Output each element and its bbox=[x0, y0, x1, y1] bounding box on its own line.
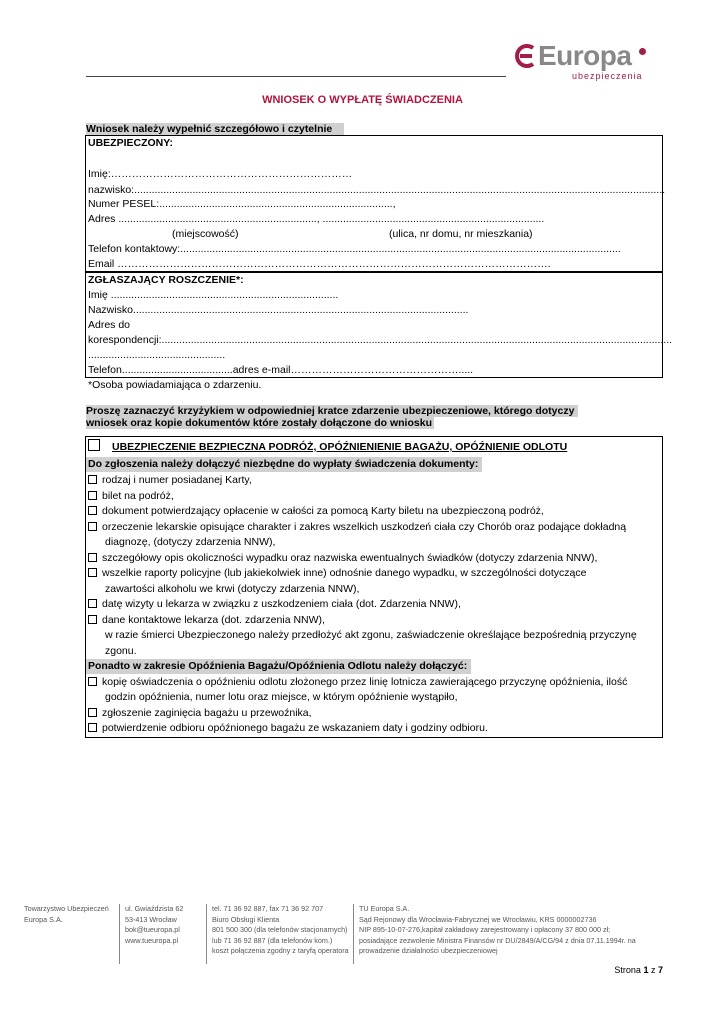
reporter-heading: ZGŁASZAJĄCY ROSZCZENIE*: bbox=[88, 274, 244, 286]
doc-item-label: dane kontaktowe lekarza (dot. zdarzenia NNW), bbox=[102, 614, 325, 626]
select-instruction-line1: Proszę zaznaczyć krzyżykiem w odpowiedniej kratce zdarzenie ubezpieczeniowe, którego dotyczy bbox=[86, 405, 578, 417]
footer-address bbox=[125, 904, 183, 946]
insured-pesel-field[interactable]: Numer PESEL:................................................................................, bbox=[88, 198, 396, 210]
footer-website-link[interactable]: www.tueuropa.pl bbox=[125, 935, 179, 945]
footer-company bbox=[24, 904, 109, 925]
insured-phone-field[interactable]: Telefon kontaktowy:....................................................................................................................................................... bbox=[88, 243, 621, 255]
delay-heading: Ponadto w zakresie Opóźnienia Bagażu/Opóźnienia Odlotu należy dołączyć: bbox=[86, 659, 471, 674]
delay-item-row bbox=[88, 721, 488, 736]
footer-text: NIP 895-10-07-276,kapitał zakładowy zarejestrowany i opłacony 37 800 000 zł; bbox=[359, 925, 611, 934]
footer-text: koszt połączenia zgodny z taryfą operatora bbox=[212, 946, 349, 955]
doc-item-label: orzeczenie lekarskie opisujące charakter i zakres wszelkich uszkodzeń ciała czy Chorób oraz podające dokładną bbox=[102, 521, 627, 533]
footer-legal bbox=[359, 904, 636, 957]
footer-text: Sąd Rejonowy dla Wrocławia-Fabrycznej we Wrocławiu, KRS 0000002736 bbox=[359, 914, 597, 924]
insured-surname-field[interactable]: nazwisko:...................................................................................................................................................................................... bbox=[88, 184, 666, 196]
doc-item-row bbox=[88, 489, 174, 504]
page-of: z bbox=[650, 965, 656, 975]
travel-section-heading-row bbox=[88, 440, 567, 455]
doc-checkbox[interactable] bbox=[88, 553, 97, 562]
page-label: Strona bbox=[614, 965, 641, 975]
docs-heading: Do zgłoszenia należy dołączyć niezbędne do wypłaty świadczenia dokumenty: bbox=[86, 457, 482, 472]
doc-item-row bbox=[88, 520, 626, 535]
death-note: w razie śmierci Ubezpieczonego należy przedłożyć akt zgonu, zaświadczenie określające bezpośrednią przyczynę bbox=[105, 629, 637, 641]
delay-item-label: zgłoszenie zaginięcia bagażu u przewoźnika, bbox=[102, 707, 312, 719]
doc-checkbox[interactable] bbox=[88, 475, 97, 484]
address-hint-street: (ulica, nr domu, nr mieszkania) bbox=[389, 228, 533, 240]
doc-checkbox[interactable] bbox=[88, 568, 97, 577]
doc-item-label: dokument potwierdzający opłacenie w całości za pomocą Karty biletu na ubezpieczoną podróż, bbox=[102, 505, 544, 517]
insured-address-field[interactable]: Adres ...................................................................., ............................................................................ bbox=[88, 213, 545, 225]
footer-divider bbox=[353, 904, 354, 964]
doc-item-label: wszelkie raporty policyjne (lub jakiekolwiek inne) odnośnie danego wypadku, w szczególności dotyczące bbox=[102, 567, 587, 579]
delay-checkbox[interactable] bbox=[88, 708, 97, 717]
doc-item-row bbox=[88, 597, 461, 612]
footer-text: lub 71 36 92 887 (dla telefonów kom.) bbox=[212, 935, 333, 945]
insured-name-field[interactable]: Imię:…………………………………………………………… bbox=[88, 168, 353, 180]
doc-item-row bbox=[88, 566, 586, 581]
reporter-phone-email-field[interactable]: Telefon......................................adres e-mail…………………………………………..... bbox=[88, 364, 474, 376]
footer-text: ul. Gwiaździsta 62 bbox=[125, 904, 184, 913]
delay-item-label: potwierdzenie odbioru opóźnionego bagażu ze wskazaniem daty i godziny odbioru. bbox=[102, 722, 488, 734]
header-divider bbox=[86, 76, 506, 77]
doc-item-label: bilet na podróż, bbox=[102, 490, 174, 502]
footer-text: tel. 71 36 92 887, fax 71 36 92 707 bbox=[212, 904, 324, 913]
europa-logo bbox=[514, 42, 664, 82]
reporter-address-label: Adres do bbox=[88, 319, 131, 331]
footer-text: posiadające zezwolenie Ministra Finansów nr DU/2849/A/CG/94 z dnia 07.11.1994r. na bbox=[359, 935, 636, 945]
page-title: WNIOSEK O WYPŁATĘ ŚWIADCZENIA bbox=[262, 94, 463, 106]
select-instruction-line2: wniosek oraz kopie dokumentów które zostały dołączone do wniosku bbox=[86, 417, 432, 429]
insured-heading: UBEZPIECZONY: bbox=[88, 137, 173, 149]
travel-section-heading: UBEZPIECZENIE BEZPIECZNA PODRÓŻ, OPÓŹNIENIENIE BAGAŻU, OPÓŹNIENIE ODLOTU bbox=[112, 441, 568, 453]
doc-item-cont: zawartości alkoholu we krwi (dotyczy zdarzenia NNW), bbox=[105, 583, 360, 595]
delay-item-row bbox=[88, 706, 312, 721]
page-total: 7 bbox=[657, 965, 663, 975]
delay-item-cont: godzin opóźnienia, numer lotu oraz miejsce, w którym opóźnienie wystąpiło, bbox=[105, 691, 458, 703]
logo-word: Europa bbox=[538, 40, 632, 71]
doc-checkbox[interactable] bbox=[88, 491, 97, 500]
footer-text: prowadzenie działalności ubezpieczeniowej bbox=[359, 946, 498, 955]
footer-text: Towarzystwo Ubezpieczeń bbox=[24, 904, 109, 913]
footer-text: Europa S.A. bbox=[24, 914, 63, 924]
delay-item-row bbox=[88, 675, 627, 690]
insured-email-field[interactable]: Email ……………………………………………………………………………………………………………. bbox=[88, 258, 551, 270]
footer-text: 53-413 Wrocław bbox=[125, 914, 177, 924]
page-number bbox=[614, 965, 663, 975]
doc-checkbox[interactable] bbox=[88, 522, 97, 531]
footer-divider bbox=[119, 904, 120, 964]
page-current: 1 bbox=[643, 965, 649, 975]
address-hint-city: (miejscowość) bbox=[172, 228, 239, 240]
footer-text: TU Europa S.A. bbox=[359, 904, 410, 913]
footer-text: Biuro Obsługi Klienta bbox=[212, 914, 280, 924]
doc-item-row bbox=[88, 473, 252, 488]
logo-mark-icon bbox=[514, 44, 536, 68]
footer-email-link[interactable]: bok@tueuropa.pl bbox=[125, 925, 180, 934]
doc-item-row bbox=[88, 613, 325, 628]
delay-checkbox[interactable] bbox=[88, 723, 97, 732]
footer-divider bbox=[206, 904, 207, 964]
reporter-address-field[interactable]: korespondencji:............................................................................................................................................................................... bbox=[88, 334, 673, 346]
doc-item-row bbox=[88, 504, 544, 519]
doc-item-label: rodzaj i numer posiadanej Karty, bbox=[102, 474, 252, 486]
delay-checkbox[interactable] bbox=[88, 677, 97, 686]
doc-item-label: datę wizyty u lekarza w związku z uszkodzeniem ciała (dot. Zdarzenia NNW), bbox=[102, 598, 461, 610]
reporter-surname-field[interactable]: Nazwisko................................................................................................................... bbox=[88, 304, 469, 316]
fill-instruction: Wniosek należy wypełnić szczegółowo i czytelnie bbox=[86, 123, 344, 135]
footer-text: 801 500 300 (dla telefonów stacjonarnych) bbox=[212, 925, 348, 934]
doc-checkbox[interactable] bbox=[88, 599, 97, 608]
logo-dot-icon bbox=[639, 48, 646, 55]
travel-section-checkbox[interactable] bbox=[88, 439, 100, 451]
reporter-footnote: *Osoba powiadamiająca o zdarzeniu. bbox=[88, 379, 262, 391]
reporter-address-field-cont[interactable]: ............................................... bbox=[88, 349, 226, 361]
logo-subtitle: ubezpieczenia bbox=[572, 71, 643, 81]
reporter-name-field[interactable]: Imię .............................................................................. bbox=[88, 289, 339, 301]
doc-item-label: szczegółowy opis okoliczności wypadku oraz nazwiska ewentualnych świadków (dotyczy zdarzenia NNW), bbox=[102, 552, 598, 564]
footer-contact bbox=[212, 904, 349, 957]
delay-item-label: kopię oświadczenia o opóźnieniu odlotu złożonego przez linię lotnicza zawierającego przyczynę opóźnienia, ilość bbox=[102, 676, 628, 688]
doc-checkbox[interactable] bbox=[88, 506, 97, 515]
doc-checkbox[interactable] bbox=[88, 615, 97, 624]
doc-item-cont: diagnozę, (dotyczy zdarzenia NNW), bbox=[105, 536, 276, 548]
doc-item-row bbox=[88, 551, 597, 566]
death-note-cont: zgonu. bbox=[105, 645, 137, 657]
